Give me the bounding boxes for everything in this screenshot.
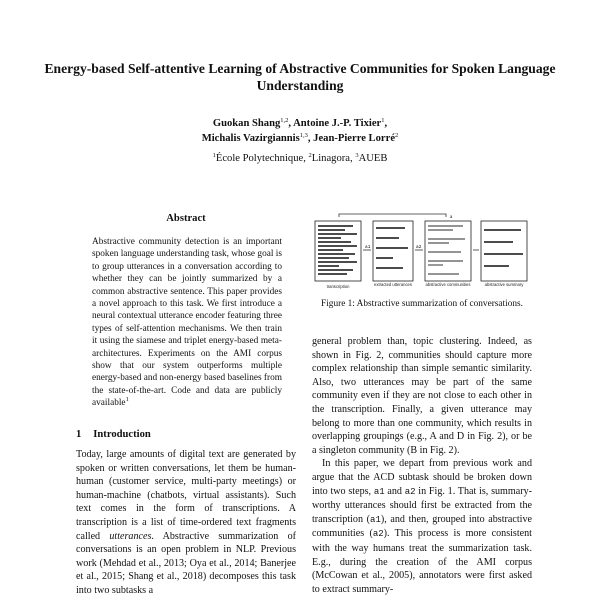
footnote-mark: 1 xyxy=(125,396,129,404)
section-number: 1 xyxy=(76,429,82,440)
intro-paragraph xyxy=(76,448,296,598)
text: in Fig. 1. That is, summary-worthy utterances should first be extracted from the transcription ( xyxy=(312,485,532,525)
author: Michalis Vazirgiannis xyxy=(201,133,300,144)
code: a1 xyxy=(373,486,385,497)
abstract-text: Abstractive community detection is an important spoken language understanding task, whose goal is to group utterances in a conversation according to whether they can be jointly summarized by a common abstractive sentence. This paper provides a novel approach to this task. We first introduce a neural contextual utterance encoder featuring three types of self-attention mechanisms. We then train it using the siamese and triplet energy-based meta-architectures. Experiments on the AMI corpus show that our system outperforms multiple energy-based and non-energy based baselines from the state-of-the-art. Code and data are publicly available xyxy=(92,237,282,409)
section-heading xyxy=(76,429,163,440)
affil: AUEB xyxy=(358,153,388,164)
figure-caption: Figure 1: Abstractive summarization of conversations. xyxy=(321,299,523,309)
paragraph: general problem than, topic clustering. Indeed, as shown in Fig. 2, communities should capture more complex relationship than simple semantic similarity. Also, two utterances may be part of the same community even if they are not close to each other in the transcription. Finally, a given utterance may belong to more than one community, which results in overlapping groupings (e.g., A and D in Fig. 2), or be a singleton community (B in Fig. 2). xyxy=(312,336,532,456)
affiliations xyxy=(60,153,540,164)
label-communities: abstractive communities xyxy=(425,282,471,287)
text: and xyxy=(384,485,405,497)
author-list: Guokan Shang$^{1,2}$, Antoine J.-P. Tixier$^1$, Michalis Vazirgiannis$^{1,3}$, Jean-Pierre Lorré$^2$ xyxy=(201,117,399,144)
text: . Abstractive summarization of conversations is an open problem in NLP. Previous work (Mehdad et al., 2013; Oya et al., 2014; Banerjee et al., 2015; Shang et al., 2018) decomposes this task into two subtasks a xyxy=(76,530,296,596)
arrow-a-label: a xyxy=(450,215,453,220)
author: Antoine J.-P. Tixier xyxy=(293,118,382,129)
abstract-heading: Abstract xyxy=(166,213,206,224)
figure-1 xyxy=(313,212,531,294)
code: a1 xyxy=(370,514,381,525)
abstract-body xyxy=(92,236,282,410)
author-sup: 2 xyxy=(395,132,399,139)
label-transcription: transcription xyxy=(326,284,350,289)
affil: École Polytechnique, xyxy=(215,153,309,164)
affil: Linagora, xyxy=(311,153,356,164)
author: Jean-Pierre Lorré xyxy=(313,133,396,144)
text: In this paper, we depart from previous work and argue that the ACD subtask should be broken down into two steps, xyxy=(312,458,532,497)
paragraph xyxy=(312,457,532,596)
text: Today, large amounts of digital text are generated by spoken or written conversations, let them be human-human (customer service, multi-party meetings) or human-machine (chatbots, virtual assistants). Such text comes in the form of transcriptions. A transcription is a list of time-ordered text fragments called xyxy=(76,449,296,542)
code: a2 xyxy=(404,486,416,497)
emphasis: utterances xyxy=(109,530,152,542)
section-title: Introduction xyxy=(93,429,151,440)
label-extracted: extracted utterances xyxy=(374,282,412,287)
affil-sup: 2 xyxy=(308,152,312,159)
paper-title: Energy-based Self-attentive Learning of Abstractive Communities for Spoken Language Understanding xyxy=(44,61,556,93)
author-sup: 1 xyxy=(381,117,385,124)
arrow-a1-label: a1 xyxy=(365,245,371,250)
right-column xyxy=(312,335,532,596)
text: ). This process is more consistent with the way humans treat the summarization task. E.g., during the creation of the AMI corpus (McCowan et al., 2005), annotators were first asked to extract summary- xyxy=(312,528,532,595)
transcription-lines xyxy=(318,226,357,274)
label-summary: abstractive summary xyxy=(484,282,524,287)
arrow-a2-label: a2 xyxy=(416,245,422,250)
text: ), and then, grouped into abstractive communities ( xyxy=(312,513,532,540)
extracted-box xyxy=(373,221,413,281)
affil-sup: 1 xyxy=(212,152,216,159)
affil-sup: 3 xyxy=(355,152,359,159)
code: a2 xyxy=(372,529,384,540)
arrow-a-line xyxy=(339,214,446,217)
author: Guokan Shang xyxy=(212,118,281,129)
author-sup: 1,3 xyxy=(299,132,308,139)
author-sup: 1,2 xyxy=(280,117,289,124)
